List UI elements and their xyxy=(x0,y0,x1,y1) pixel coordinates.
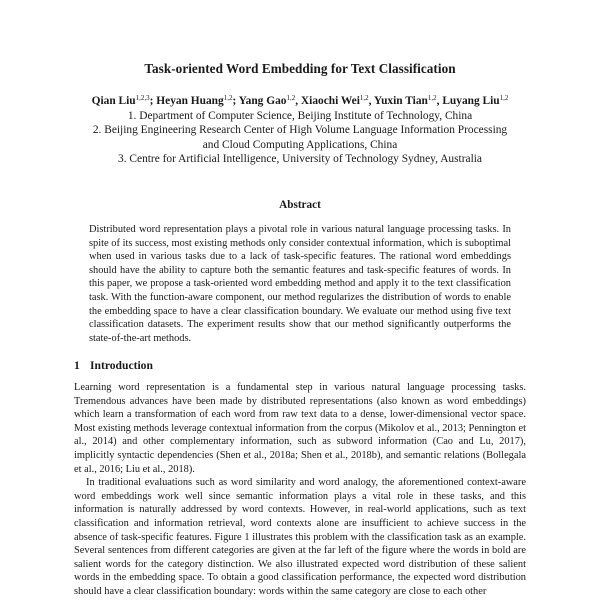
affiliation: and Cloud Computing Applications, China xyxy=(202,138,398,151)
affiliation: 3. Centre for Artificial Intelligence, University of Technology Sydney, Australia xyxy=(118,153,482,166)
author: Xiaochi Wei$^{1,2}$, xyxy=(300,94,374,107)
introduction-body xyxy=(74,381,526,599)
body-paragraph: In traditional evaluations such as word similarity and word analogy, the aforementioned context-aware word embeddings work well since semantic information plays a vital role in these tasks, and this information is naturally addressed by word contexts. However, in real-world applications, such as text classification and information retrieval, word contexts alone are insufficient to achieve success in the absence of task-specific features. Figure 1 illustrates this problem with the classification task as an example. Several sentences from different categories are given at the far left of the figure where the words in bold are salient words for the category distinction. We also illustrated expected word distribution of these salient words in the embedding space. To obtain a good classification performance, the expected word distribution should have a clear classification boundary: words within the same category are close to each other xyxy=(74,477,526,597)
section-heading xyxy=(74,359,153,372)
author: Heyan Huang$^{1,2}$; xyxy=(156,94,239,107)
author: Yuxin Tian$^{1,2}$, xyxy=(373,94,443,107)
author-list xyxy=(0,94,600,109)
affiliation: 1. Department of Computer Science, Beijing Institute of Technology, China xyxy=(127,109,473,122)
body-paragraph: Learning word representation is a fundamental step in various natural language processing tasks. Tremendous advances have been made by distributed representations (also known as word embeddings) which learn a transformation of each word from raw text data to a dense, lower-dimensional vector space. Most existing methods leverage contextual information from the corpus (Mikolov et al., 2013; Pennington et al., 2014) and other complementary information, such as subword information (Cao and Lu, 2017), implicitly syntactic dependencies (Shen et al., 2018a; Shen et al., 2018b), and semantic relations (Bollegala et al., 2016; Liu et al., 2018). xyxy=(74,382,526,475)
author: Qian Liu$^{1,2,3}$; xyxy=(91,94,157,107)
section-number: 1 xyxy=(74,359,80,372)
abstract-paragraph: Distributed word representation plays a pivotal role in various natural language processing tasks. In spite of its success, most existing methods only consider contextual information, which is suboptimal when used in various tasks due to a lack of task-specific features. The rational word embeddings should have the ability to capture both the semantic features and task-specific features of words. In this paper, we propose a task-oriented word embedding method and apply it to the text classification task. With the function-aware component, our method regularizes the distribution of words to enable the embedding space to have a clear classification boundary. We evaluate our method using five text classification datasets. The experiment results show that our method significantly outperforms the state-of-the-art methods. xyxy=(89,224,511,344)
affiliation: 2. Beijing Engineering Research Center of High Volume Language Information Processing xyxy=(92,124,508,137)
author-block xyxy=(0,94,600,167)
paper-title: Task-oriented Word Embedding for Text Classification xyxy=(144,61,456,76)
section-title: Introduction xyxy=(90,359,153,372)
author: Luyang Liu$^{1,2}$ xyxy=(442,94,509,107)
abstract-heading: Abstract xyxy=(279,199,321,211)
author: Yang Gao$^{1,2}$, xyxy=(238,94,301,107)
abstract-text xyxy=(89,223,511,345)
